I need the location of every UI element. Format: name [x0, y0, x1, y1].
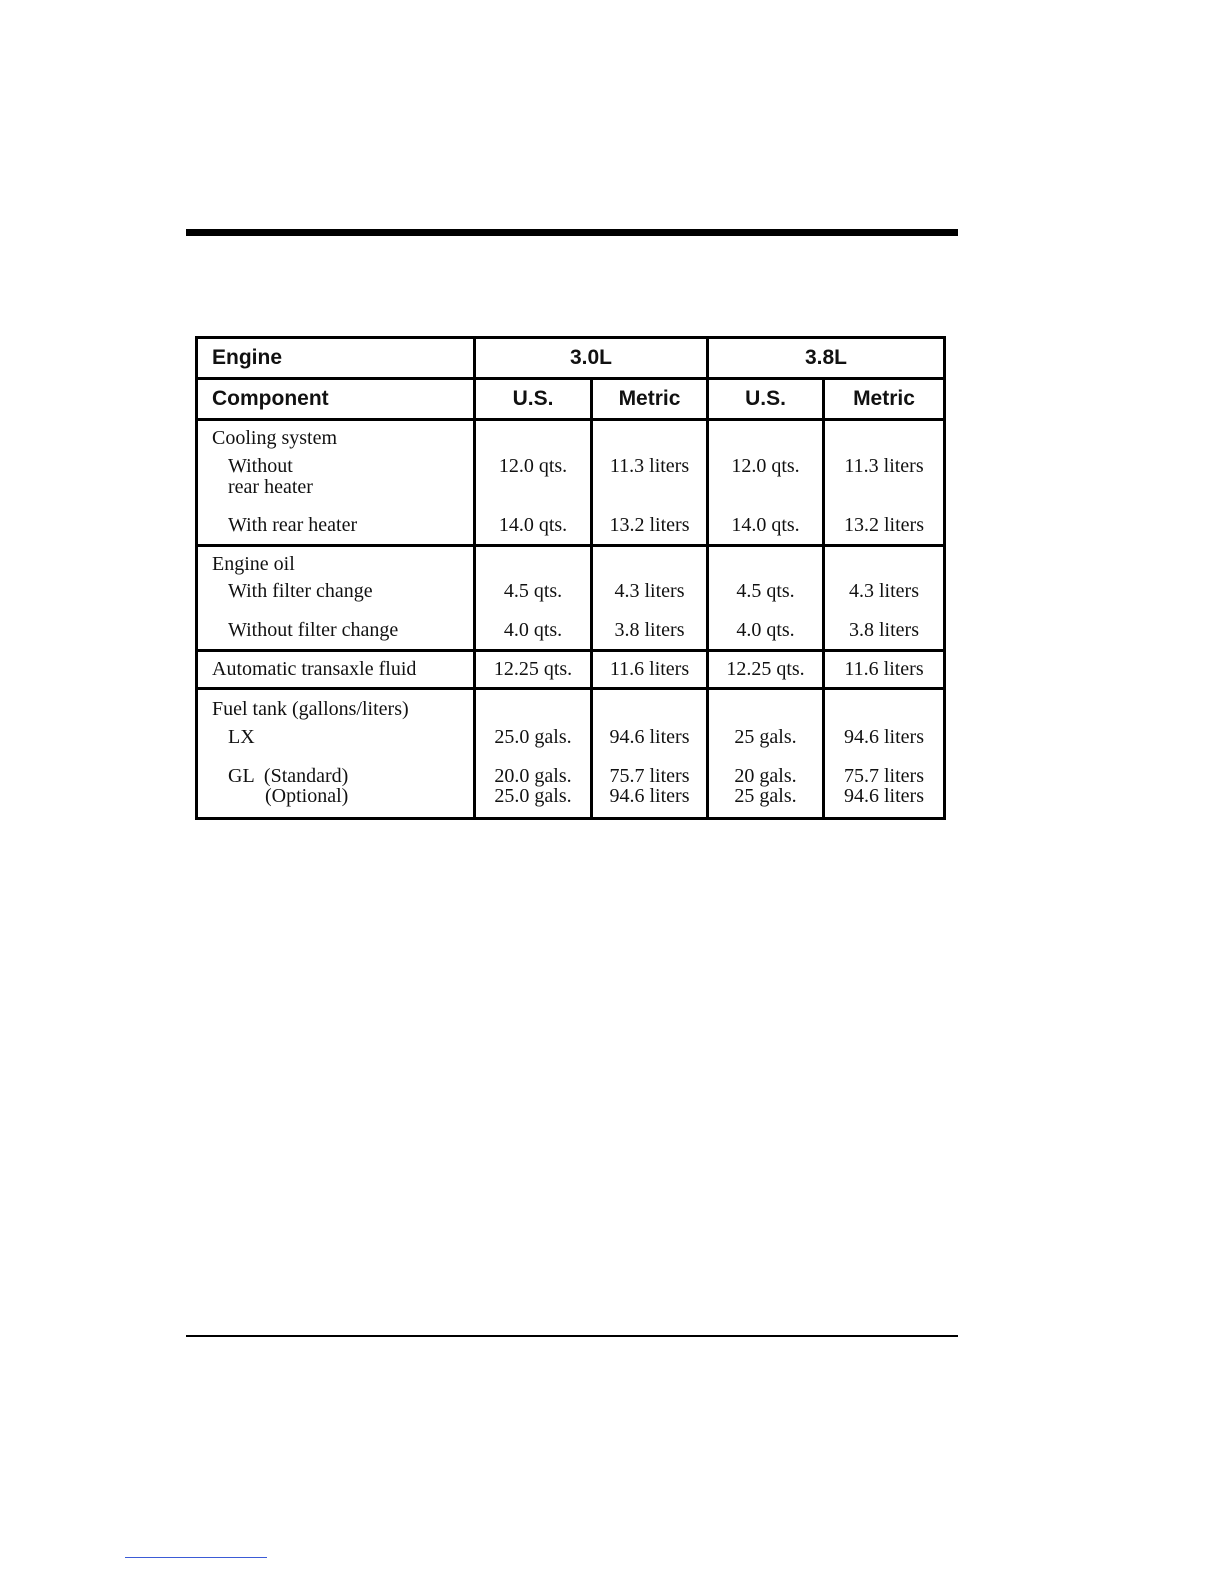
cooling-system-label: Cooling system [212, 427, 338, 449]
cooling-without-30l-metric: 11.3 liters [609, 455, 690, 477]
fuel-gl-std-30l-us: 20.0 gals. [494, 765, 572, 787]
transaxle-38l-us: 12.25 qts. [708, 651, 824, 689]
oil-without-filter-38l-us: 4.0 qts. [736, 619, 795, 641]
transaxle-row [197, 651, 945, 689]
oil-with-filter-30l-us: 4.5 qts. [503, 580, 563, 602]
cooling-with-30l-metric: 13.2 liters [609, 514, 690, 536]
fuel-lx-30l-us: 25.0 gals. [494, 726, 572, 748]
oil-with-filter-38l-us: 4.5 qts. [736, 580, 795, 602]
col-38l-us-header: U.S. [708, 379, 824, 420]
fuel-tank-row [197, 689, 945, 819]
cooling-without-30l-us: 12.0 qts. [498, 455, 568, 477]
without-filter-change-label: Without filter change [228, 619, 399, 641]
with-rear-heater-label: With rear heater [228, 514, 358, 536]
engine-header: Engine [197, 338, 475, 379]
cooling-with-38l-metric: 13.2 liters [844, 514, 924, 536]
without-rear-heater-label-2: rear heater [228, 476, 313, 498]
transaxle-30l-us: 12.25 qts. [475, 651, 592, 689]
transaxle-30l-metric: 11.6 liters [592, 651, 708, 689]
transaxle-38l-metric: 11.6 liters [824, 651, 945, 689]
fuel-gl-std-38l-metric: 75.7 liters [844, 765, 924, 787]
fuel-gl-optional-label: (Optional) [265, 785, 349, 807]
fuel-gl-opt-38l-us: 25 gals. [734, 785, 797, 807]
component-header: Component [197, 379, 475, 420]
fuel-tank-label: Fuel tank (gallons/liters) [212, 698, 409, 720]
without-rear-heater-label-1: Without [228, 455, 293, 477]
capacities-table [195, 336, 946, 820]
component-header-row [197, 379, 945, 420]
fuel-lx-label: LX [228, 726, 255, 748]
fuel-gl-opt-38l-metric: 94.6 liters [844, 785, 924, 807]
engine-30l-header: 3.0L [475, 338, 708, 379]
col-30l-us-header: U.S. [475, 379, 592, 420]
bottom-rule [186, 1335, 958, 1337]
engine-oil-label: Engine oil [212, 553, 295, 575]
with-filter-change-label: With filter change [228, 580, 373, 602]
fuel-gl-std-38l-us: 20 gals. [734, 765, 797, 787]
engine-38l-header: 3.8L [708, 338, 945, 379]
footer-link-underline [125, 1557, 267, 1558]
fuel-gl-opt-30l-metric: 94.6 liters [609, 785, 690, 807]
fuel-lx-30l-metric: 94.6 liters [609, 726, 690, 748]
col-30l-metric-header: Metric [592, 379, 708, 420]
col-38l-metric-header: Metric [824, 379, 945, 420]
oil-without-filter-30l-us: 4.0 qts. [503, 619, 563, 641]
cooling-with-38l-us: 14.0 qts. [731, 514, 800, 536]
cooling-with-30l-us: 14.0 qts. [498, 514, 568, 536]
oil-with-filter-38l-metric: 4.3 liters [849, 580, 919, 602]
oil-with-filter-30l-metric: 4.3 liters [614, 580, 685, 602]
cooling-system-row [197, 420, 945, 546]
transaxle-label: Automatic transaxle fluid [197, 651, 475, 689]
engine-oil-row [197, 546, 945, 651]
oil-without-filter-30l-metric: 3.8 liters [614, 619, 685, 641]
engine-header-row [197, 338, 945, 379]
fuel-lx-38l-us: 25 gals. [734, 726, 797, 748]
fuel-gl-standard-label: GL (Standard) [228, 765, 349, 787]
oil-without-filter-38l-metric: 3.8 liters [849, 619, 919, 641]
cooling-without-38l-metric: 11.3 liters [844, 455, 924, 477]
top-rule [186, 229, 958, 236]
fuel-gl-opt-30l-us: 25.0 gals. [494, 785, 572, 807]
cooling-without-38l-us: 12.0 qts. [731, 455, 800, 477]
fuel-lx-38l-metric: 94.6 liters [844, 726, 924, 748]
fuel-gl-std-30l-metric: 75.7 liters [609, 765, 690, 787]
